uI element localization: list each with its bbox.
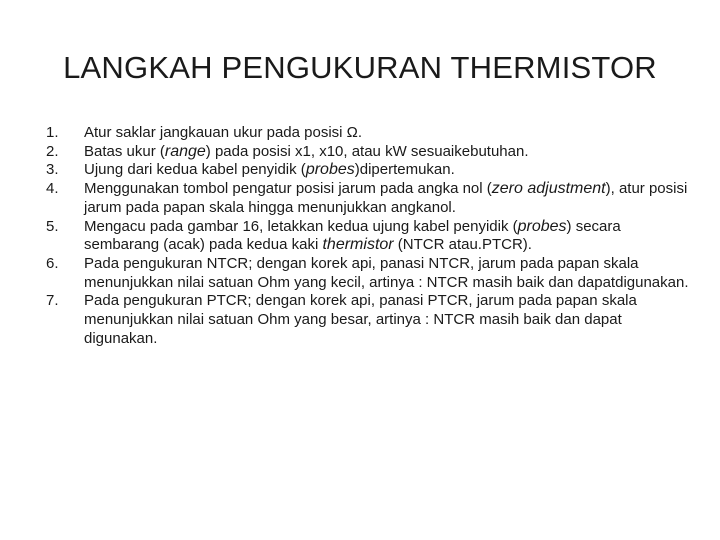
step-text — [84, 124, 696, 143]
step-text-italic: thermistor — [322, 236, 394, 254]
step-item — [46, 255, 696, 292]
step-text-segment: Pada pengukuran PTCR; dengan korek api, panasi PTCR, jarum pada papan skala menunjukkan nilai satuan Ohm yang besar, artinya : NTCR masih baik dan dapat digunakan. — [84, 292, 637, 347]
step-text-segment: Ujung dari kedua kabel penyidik ( — [84, 161, 306, 179]
step-text — [84, 180, 696, 217]
step-text — [84, 143, 696, 162]
step-item — [46, 292, 696, 348]
step-number: 2. — [46, 142, 59, 160]
step-text — [84, 292, 696, 348]
step-text-italic: probes — [517, 217, 567, 235]
step-text-italic: probes — [305, 161, 355, 179]
steps-list — [46, 124, 696, 348]
step-item — [46, 180, 696, 217]
step-number: 4. — [46, 180, 59, 198]
step-number: 3. — [46, 161, 59, 179]
step-text-segment: (NTCR atau.PTCR). — [393, 236, 532, 254]
step-text-segment: Batas ukur ( — [84, 142, 165, 160]
step-text — [84, 218, 696, 255]
step-text-segment: )dipertemukan. — [354, 161, 455, 179]
step-text-segment: ) secara sembarang (acak) pada kedua kaki — [84, 217, 621, 254]
step-text — [84, 161, 696, 180]
step-text-segment: Mengacu pada gambar 16, letakkan kedua ujung kabel penyidik ( — [84, 217, 518, 235]
step-item — [46, 143, 696, 162]
step-text-segment: ) pada posisi x1, x10, atau kW sesuaikebutuhan. — [205, 142, 529, 160]
step-number: 6. — [46, 254, 59, 272]
step-text-segment: Atur saklar jangkauan ukur pada posisi Ω. — [84, 124, 363, 141]
step-text-segment: ), atur posisi jarum pada papan skala hingga menunjukkan angkanol. — [84, 180, 688, 216]
step-text-segment: Menggunakan tombol pengatur posisi jarum pada angka nol ( — [84, 180, 492, 198]
step-number: 7. — [46, 292, 59, 310]
slide-title: LANGKAH PENGUKURAN THERMISTOR — [63, 50, 657, 85]
step-text-italic: range — [164, 142, 206, 160]
step-item — [46, 124, 696, 143]
step-text-italic: zero adjustment — [491, 180, 606, 198]
step-number: 1. — [46, 124, 59, 141]
step-item — [46, 161, 696, 180]
step-number: 5. — [46, 217, 59, 235]
step-text-segment: Pada pengukuran NTCR; dengan korek api, panasi NTCR, jarum pada papan skala menunjukkan nilai satuan Ohm yang kecil, artinya : NTCR masih baik dan dapatdigunakan. — [84, 254, 689, 291]
step-text — [84, 255, 696, 292]
step-item — [46, 218, 696, 255]
